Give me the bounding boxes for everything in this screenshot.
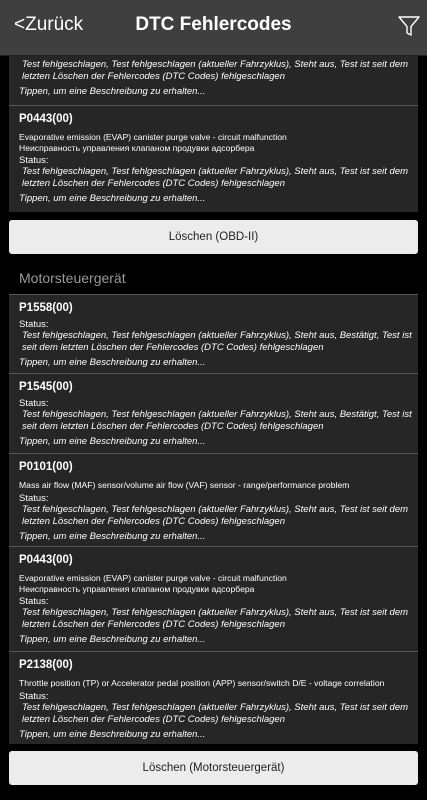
- status-label: Status:: [19, 319, 49, 330]
- description-hint: Tippen, um eine Beschreibung zu erhalten...: [19, 634, 206, 645]
- description-hint: Tippen, um eine Beschreibung zu erhalten...: [19, 728, 206, 740]
- dtc-item[interactable]: [9, 652, 418, 744]
- dtc-item[interactable]: [9, 547, 418, 651]
- status-text: Test fehlgeschlagen, Test fehlgeschlagen (aktueller Fahrzyklus), Steht aus, Bestätigt, Test ist seit dem letzten Löschen der Fehlercodes (DTC Codes) fehlgeschlagen: [22, 409, 412, 432]
- top-bar: [0, 0, 427, 56]
- dtc-code: P1545(00): [19, 381, 73, 393]
- dtc-code: P0443(00): [19, 554, 73, 566]
- status-text: Test fehlgeschlagen, Test fehlgeschlagen (aktueller Fahrzyklus), Steht aus, Test ist seit dem letzten Löschen der Fehlercodes (DTC Codes) fehlgeschlagen: [22, 701, 409, 725]
- status-text: Test fehlgeschlagen, Test fehlgeschlagen (aktueller Fahrzyklus), Steht aus, Bestätigt, Test ist seit dem letzten Löschen der Fehlercodes (DTC Codes) fehlgeschlagen: [22, 330, 412, 353]
- dtc-description-en: Evaporative emission (EVAP) canister purge valve - circuit malfunction: [19, 132, 287, 142]
- status-text: Test fehlgeschlagen, Test fehlgeschlagen (aktueller Fahrzyklus), Steht aus, Test ist seit dem letzten Löschen der Fehlercodes (DTC Codes) fehlgeschlagen: [22, 503, 409, 527]
- dtc-item[interactable]: [9, 56, 418, 105]
- page-title: DTC Fehlercodes: [135, 14, 292, 35]
- description-hint: Tippen, um eine Beschreibung zu erhalten...: [19, 530, 206, 542]
- status-label: Status:: [19, 398, 49, 409]
- dtc-code: P0101(00): [19, 461, 73, 473]
- dtc-description: [19, 132, 418, 153]
- clear-obd2-button[interactable]: Löschen (OBD-II): [9, 220, 418, 254]
- description-hint: Tippen, um eine Beschreibung zu erhalten...: [19, 357, 206, 368]
- dtc-description-ru: Неисправность управления клапаном продувки адсорбера: [19, 142, 255, 153]
- dtc-code: P0443(00): [19, 113, 73, 125]
- status-label: Status:: [19, 596, 49, 607]
- dtc-list[interactable]: [0, 56, 427, 800]
- dtc-description-en: Mass air flow (MAF) sensor/volume air flow (VAF) sensor - range/performance problem: [19, 480, 350, 490]
- dtc-description-en: Evaporative emission (EVAP) canister purge valve - circuit malfunction: [19, 573, 287, 583]
- dtc-description: [19, 678, 418, 689]
- dtc-item[interactable]: [9, 454, 418, 546]
- dtc-description: [19, 573, 418, 594]
- status-text: Test fehlgeschlagen, Test fehlgeschlagen (aktueller Fahrzyklus), Steht aus, Test ist seit dem letzten Löschen der Fehlercodes (DTC Codes) fehlgeschlagen: [22, 166, 409, 189]
- status-text: Test fehlgeschlagen, Test fehlgeschlagen (aktueller Fahrzyklus), Steht aus, Test ist seit dem letzten Löschen der Fehlercodes (DTC Codes) fehlgeschlagen: [22, 607, 409, 630]
- status-label: Status:: [19, 492, 49, 504]
- dtc-description-en: Throttle position (TP) or Accelerator pedal position (APP) sensor/switch D/E - voltage correlation: [19, 678, 385, 688]
- dtc-description-ru: Неисправность управления клапаном продувки адсорбера: [19, 583, 255, 594]
- description-hint: Tippen, um eine Beschreibung zu erhalten...: [19, 193, 206, 204]
- description-hint: Tippen, um eine Beschreibung zu erhalten...: [19, 436, 206, 447]
- dtc-code: P1558(00): [19, 302, 73, 314]
- clear-engine-button[interactable]: Löschen (Motorsteuergerät): [9, 751, 418, 785]
- filter-icon[interactable]: [397, 14, 421, 38]
- status-label: Status:: [19, 155, 49, 166]
- dtc-description: [19, 480, 418, 491]
- dtc-item[interactable]: [9, 374, 418, 453]
- dtc-item[interactable]: [9, 295, 418, 373]
- dtc-code: P2138(00): [19, 659, 73, 671]
- section-header: Motorsteuergerät: [19, 270, 126, 286]
- back-button[interactable]: <Zurück: [14, 14, 84, 35]
- description-hint: Tippen, um eine Beschreibung zu erhalten...: [19, 86, 206, 97]
- status-label: Status:: [19, 690, 49, 702]
- dtc-item[interactable]: [9, 106, 418, 212]
- status-text: Test fehlgeschlagen, Test fehlgeschlagen (aktueller Fahrzyklus), Steht aus, Test ist seit dem letzten Löschen der Fehlercodes (DTC Codes) fehlgeschlagen: [22, 59, 409, 82]
